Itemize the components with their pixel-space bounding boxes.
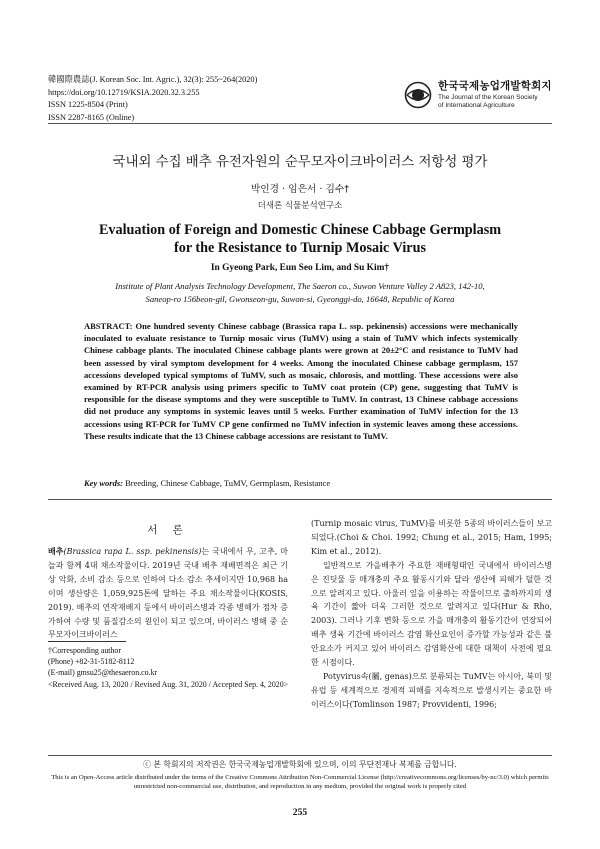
authors-korean: 박인경 · 임은서 · 김수†	[250, 184, 350, 195]
header-divider	[48, 123, 552, 124]
issn-online: ISSN 2287-8165 (Online)	[48, 112, 135, 122]
section-title-introduction: 서 론	[147, 524, 189, 536]
journal-metadata	[48, 74, 257, 124]
license-divider	[48, 755, 552, 756]
issn-print: ISSN 1225-8504 (Print)	[48, 100, 128, 110]
doi-link[interactable]: https://doi.org/10.12719/KSIA.2020.32.3.255	[48, 87, 200, 97]
society-name-en-line2: of International Agriculture	[438, 102, 515, 110]
journal-citation: 韓國際農誌(J. Korean Soc. Int. Agric.), 32(3): 255~264(2020)	[48, 75, 258, 84]
keywords-label: Key words:	[84, 478, 123, 488]
open-access-notice: This is an Open-Access article distributed under the terms of the Creative Commons Attribution Non-Commercial License (http://creativecommons.org/licenses/by-nc/3.0) which permits unrestricted non-commercial use, distribution, and reproduction in any medium, provided the original work is properly cited	[51, 774, 549, 791]
intro-right-p1: (Turnip mosaic virus, TuMV)를 비롯한 5종의 바이러스들이 보고되었다.(Choi & Choi. 1992; Chung et al., 2015; Ham, 1995; Kim et al., 2012).	[311, 519, 552, 556]
author-email[interactable]: (E-mail) gmsu25@thesaeron.co.kr	[48, 668, 158, 678]
license-block	[48, 759, 552, 792]
title-en-line1: Evaluation of Foreign and Domestic Chinese Cabbage Germplasm	[98, 222, 502, 238]
society-block	[404, 78, 564, 116]
society-logo-icon	[404, 81, 432, 109]
paper-title-korean: 국내외 수집 배추 유전자원의 순무모자이크바이러스 저항성 평가	[112, 155, 488, 170]
copyright-notice: ⓒ 본 학회지의 저작권은 한국국제농업개발학회에 있으며, 이의 무단전재나 복제를 금합니다.	[143, 760, 457, 769]
affil-en-line1: Institute of Plant Analysis Technology Development, The Saeron co., Suwon Venture Valley 2 A823, 142-10,	[115, 281, 485, 291]
abstract-divider	[48, 499, 552, 500]
keywords-list: Breeding, Chinese Cabbage, TuMV, Germplasm, Resistance	[125, 478, 331, 488]
affiliation-english	[58, 280, 542, 306]
society-name-korean: 한국국제농업개발학회지	[438, 80, 552, 92]
intro-right-column	[311, 517, 552, 712]
footnote-divider	[48, 641, 126, 642]
society-name-en-line1: The Journal of the Korean Society	[438, 94, 538, 101]
author-phone: (Phone) +82-31-5182-8112	[48, 657, 135, 667]
intro-left-text: 는 국내에서 무, 고추, 마늘과 함께 4대 채소작물이다. 2019년 국내 배추 재배면적은 최근 기상 악화, 소비 감소 등으로 인하여 다소 감소 추세이지만 10,968 ha이며 생산량은 1,059,925톤에 달하는 주요 채소작물이다(KOSIS, 2019). 배추의 연작재배지 등에서 바이러스병과 각종 병해가 점차 증가하여 수량 및 품질감소의 원인이 되고 있으며, 바이러스 병해 중 순무모자이크바이러스	[48, 547, 288, 640]
intro-left-column	[48, 545, 288, 642]
title-en-line2: for the Resistance to Turnip Mosaic Virus	[174, 239, 426, 256]
authors-english: In Gyeong Park, Eun Seo Lim, and Su Kim†	[210, 263, 390, 273]
society-name-english	[438, 94, 538, 111]
page-number: 255	[292, 807, 308, 818]
lead-word: 배추	[48, 546, 64, 556]
manuscript-dates: <Received Aug. 13, 2020 / Revised Aug. 31, 2020 / Accepted Sep. 4, 2020>	[48, 679, 289, 689]
affil-en-line2: Saneop-ro 156beon-gil, Gwonseon-gu, Suwon-si, Gyeonggi-do, 16648, Republic of Korea	[145, 294, 455, 304]
lead-species: (Brassica rapa L. ssp. pekinensis)	[63, 547, 202, 556]
abstract: ABSTRACT: One hundred seventy Chinese cabbage (Brassica rapa L. ssp. pekinensis) accessions were mechanically inoculated to evaluate resistance to Turnip mosaic virus (TuMV) using a stain of TuMV which infects systemically Chinese cabbage plants. The inoculated Chinese cabbage plants were grown at 20±2°C and resistance to TuMV had been assessed by viral symptom development for 4 weeks. Among the inoculated Chinese cabbage germplasm, 157 accessions developed typical symptoms of TuMV, such as mosaic, chlorosis, and mottling. These accessions were also examined by RT-PCR analysis using primers specific to TuMV coat protein (CP) gene, suggesting that TuMV is responsible for the disease symptoms and they were susceptible to TuMV. In contrast, 13 Chinese cabbage accessions did not produce any symptoms in systemic leaves until 5 weeks. Further examination of TuMV infection for the 13 accessions using RT-PCR for TuMV CP gene confirmed no TuMV infection in systemic leaves among these accessions. These results indicate that the 13 Chinese cabbage accessions are resistant to TuMV.	[84, 321, 518, 441]
paper-title-english	[0, 222, 600, 257]
keywords	[84, 478, 518, 488]
intro-right-p3: Potyvirus속(屬, genas)으로 분류되는 TuMV는 아시아, 북미 및 유럽 등 세계적으로 경제적 피해를 지속적으로 발생시키는 중요한 바이러스이다(Tomlinson 1987; Provvidenti, 1996;	[311, 671, 552, 709]
corresponding-author: †Corresponding author	[48, 646, 121, 655]
footnote	[48, 645, 298, 690]
affiliation-korean: 더새론 식물분석연구소	[257, 201, 343, 211]
intro-right-p2: 일반적으로 가을배추가 주요한 재배형태인 국내에서 바이러스병은 진딧물 등 매개충의 주요 활동시기와 달라 생산에 피해가 덜한 것으로 알려지고 있다. 아울러 잎을 이용하는 작물이므로 출하까지의 생육 기간이 짧아 더욱 그러한 것으로 알려지고 있다(Hur & Rho, 2003). 그러나 기후 변화 등으로 가을 매개충의 활동기간이 연장되어 배추 생육 기간에 바이러스 감염 확산요인이 증가할 가능성과 같은 불안요소가 커지고 있어 바이러스 감염확산에 대한 대책이 사전에 필요한 시점이다.	[311, 560, 552, 668]
